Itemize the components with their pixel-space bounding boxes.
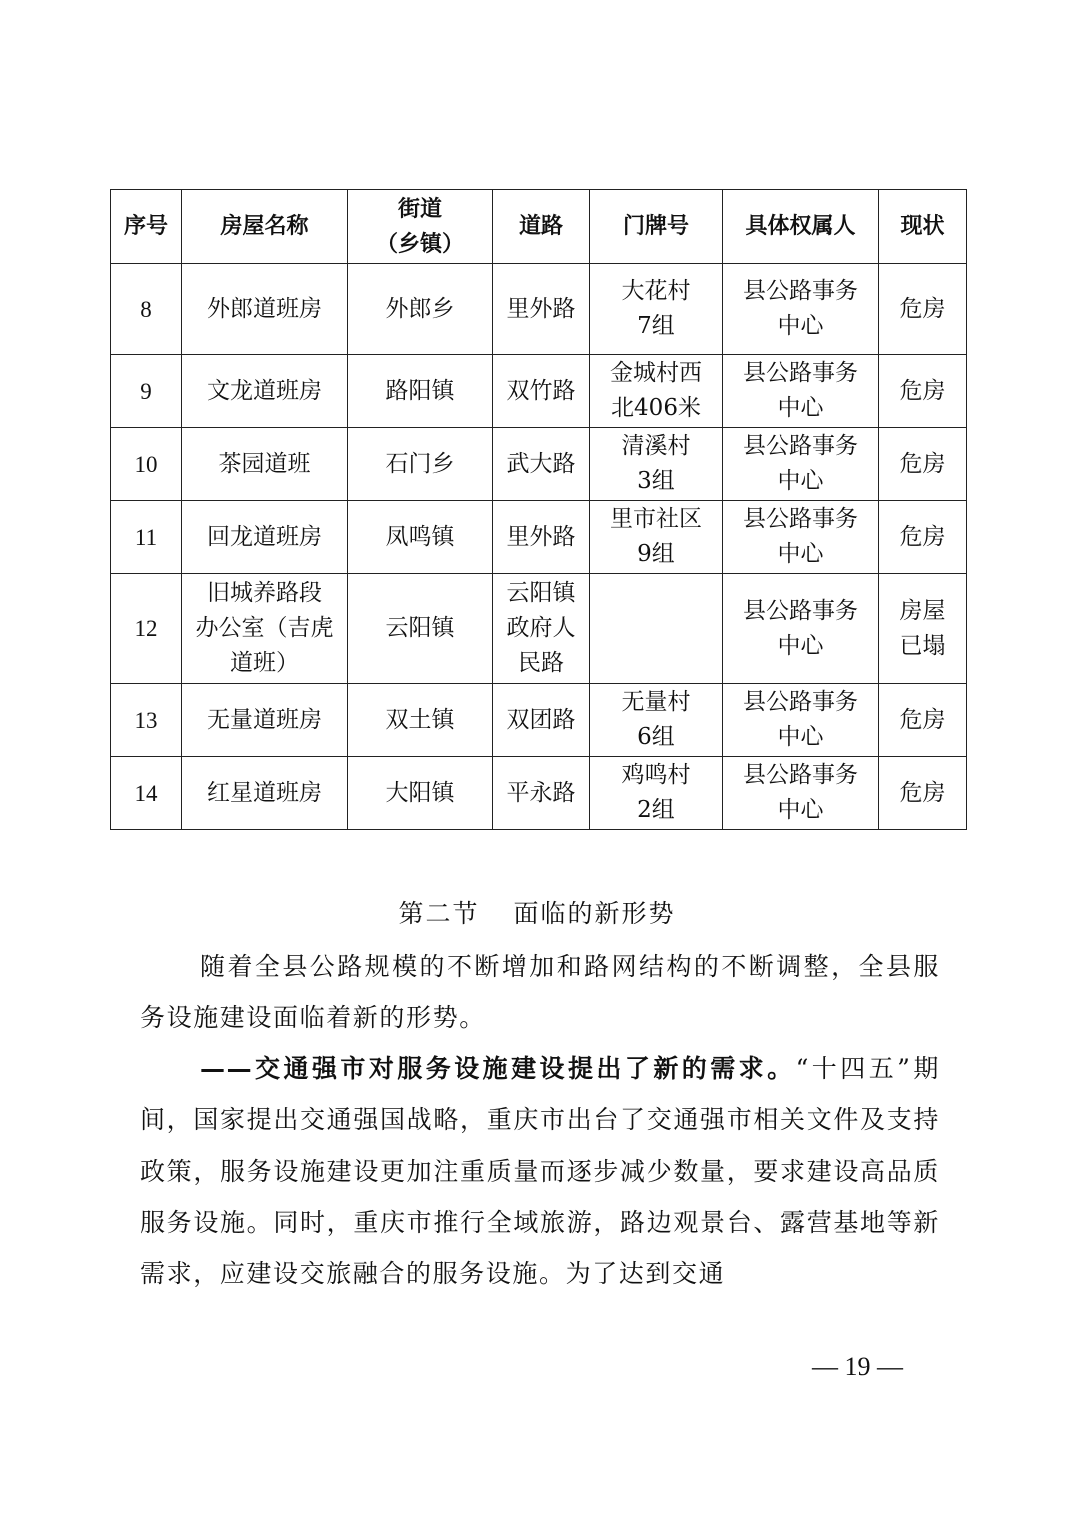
section-heading (0, 896, 1074, 932)
header-house-name (182, 190, 348, 264)
cell-text: 武大路 (506, 450, 576, 477)
cell-text: 里市社区 (610, 506, 702, 532)
cell-text: 文龙道班房 (207, 377, 322, 404)
table-row (111, 574, 967, 684)
cell-text: 中心 (777, 724, 824, 750)
paragraph-intro: 随着全县公路规模的不断增加和路网结构的不断调整，全县服务设施建设面临着新的形势。 (140, 952, 940, 1033)
cell-text: 9组 (637, 541, 675, 567)
cell-road (493, 757, 590, 830)
cell-doorplate (590, 264, 723, 355)
cell-text: 外郎道班房 (207, 295, 322, 322)
cell-text: 大花村 (621, 278, 691, 304)
header-status (879, 190, 967, 264)
section-title-text: 面临的新形势 (513, 899, 676, 928)
header-owner (723, 190, 879, 264)
cell-text: 危房 (899, 706, 946, 733)
house-table (110, 189, 967, 830)
cell-owner (723, 757, 879, 830)
cell-text: 已塌 (899, 632, 946, 659)
cell-text: 危房 (899, 523, 946, 550)
cell-text: 危房 (899, 295, 946, 322)
header-doorplate (590, 190, 723, 264)
cell-text: 云阳镇 (385, 615, 455, 641)
cell-text: 11 (134, 524, 158, 550)
cell-no (111, 684, 182, 757)
cell-town (348, 501, 493, 574)
cell-text: 县公路事务 (743, 762, 858, 788)
cell-status (879, 684, 967, 757)
table-row (111, 264, 967, 355)
cell-no (111, 264, 182, 355)
cell-owner (723, 684, 879, 757)
cell-no (111, 757, 182, 830)
cell-owner (723, 264, 879, 355)
cell-text: 平永路 (506, 779, 576, 806)
cell-text: 6组 (637, 724, 675, 750)
cell-town (348, 574, 493, 684)
cell-text: 13 (134, 707, 158, 733)
cell-text: 旧城养路段 (207, 580, 322, 606)
cell-text: 中心 (777, 313, 824, 339)
table-row (111, 355, 967, 428)
cell-doorplate (590, 684, 723, 757)
cell-owner (723, 355, 879, 428)
cell-house-name (182, 501, 348, 574)
cell-text: 中心 (777, 632, 824, 659)
cell-house-name (182, 428, 348, 501)
cell-text: 10 (134, 451, 158, 477)
header-line: 序号 (123, 214, 168, 239)
cell-text: 8 (140, 296, 152, 322)
cell-text: 县公路事务 (743, 360, 858, 386)
cell-text: 大阳镇 (385, 779, 455, 806)
cell-status (879, 264, 967, 355)
cell-status (879, 757, 967, 830)
cell-text: 7组 (637, 313, 675, 339)
header-line: 具体权属人 (745, 214, 856, 239)
cell-text: 县公路事务 (743, 433, 858, 459)
cell-text: 道班） (230, 650, 299, 676)
cell-road (493, 501, 590, 574)
cell-no (111, 574, 182, 684)
cell-text: 县公路事务 (743, 506, 858, 532)
header-line: 道路 (518, 214, 563, 239)
cell-text: 14 (134, 780, 158, 806)
cell-road (493, 428, 590, 501)
cell-text: 县公路事务 (743, 689, 858, 715)
cell-text: 中心 (777, 468, 824, 494)
cell-text: 茶园道班 (218, 450, 311, 477)
cell-text: 无量道班房 (207, 706, 322, 733)
cell-text: 云阳镇 (506, 580, 576, 606)
cell-text: 石门乡 (385, 450, 455, 477)
header-line: 房屋名称 (220, 214, 309, 239)
cell-owner (723, 574, 879, 684)
section-number: 第二节 (398, 899, 480, 928)
cell-text: 路阳镇 (385, 377, 455, 404)
cell-text: 3组 (637, 468, 675, 494)
header-no (111, 190, 182, 264)
page-number: — 19 — (812, 1352, 903, 1381)
cell-house-name (182, 757, 348, 830)
cell-text: 县公路事务 (743, 597, 858, 624)
cell-text: 鸡鸣村 (621, 762, 691, 788)
cell-text: 危房 (899, 779, 946, 806)
cell-doorplate (590, 428, 723, 501)
table-row (111, 684, 967, 757)
header-town (348, 190, 493, 264)
cell-text: 里外路 (506, 295, 576, 322)
header-line: 门牌号 (622, 214, 689, 239)
cell-status (879, 501, 967, 574)
cell-text: 政府人 (506, 615, 576, 641)
cell-text: 民路 (518, 650, 564, 676)
cell-text: 2组 (637, 797, 675, 823)
cell-text: 金城村西 (610, 360, 702, 386)
cell-doorplate (590, 355, 723, 428)
header-row (111, 190, 967, 264)
cell-text: 中心 (777, 797, 824, 823)
cell-road (493, 355, 590, 428)
cell-text: 12 (134, 616, 158, 641)
cell-house-name (182, 264, 348, 355)
cell-text: 9 (140, 378, 152, 404)
header-road (493, 190, 590, 264)
cell-text: 凤鸣镇 (385, 523, 455, 550)
cell-text: 办公室（吉虎 (195, 615, 334, 641)
paragraph-lead: ——交通强市对服务设施建设提出了新的需求。 (200, 1054, 796, 1083)
cell-text: 北406米 (611, 395, 701, 421)
cell-status (879, 428, 967, 501)
cell-text: 清溪村 (621, 433, 691, 459)
cell-text: 红星道班房 (207, 779, 322, 806)
cell-road (493, 684, 590, 757)
cell-doorplate (590, 757, 723, 830)
cell-text: 双团路 (506, 706, 576, 733)
cell-status (879, 355, 967, 428)
cell-text: 里外路 (506, 523, 576, 550)
header-line: 街道 (397, 196, 442, 222)
cell-text: 双竹路 (506, 377, 576, 404)
cell-road (493, 574, 590, 684)
cell-house-name (182, 355, 348, 428)
cell-house-name (182, 684, 348, 757)
table-header (111, 190, 967, 264)
cell-status (879, 574, 967, 684)
table-row (111, 757, 967, 830)
cell-doorplate (590, 574, 723, 684)
cell-text: 中心 (777, 541, 824, 567)
cell-text: 双土镇 (385, 706, 455, 733)
cell-town (348, 428, 493, 501)
cell-no (111, 428, 182, 501)
cell-text: 无量村 (621, 689, 691, 715)
paragraph-body: “十四五”期间，国家提出交通强国战略，重庆市出台了交通强市相关文件及支持政策，服务设施建设更加注重质量而逐步减少数量，要求建设高品质服务设施。同时，重庆市推行全域旅游，路边观景台、露营基地等新需求，应建设交旅融合的服务设施。为了达到交通 (140, 1054, 940, 1289)
cell-text: 房屋 (899, 597, 946, 624)
header-line: 现状 (900, 214, 945, 239)
table-row (111, 428, 967, 501)
header-line: （乡镇） (375, 231, 464, 257)
cell-town (348, 684, 493, 757)
cell-text: 外郎乡 (385, 295, 455, 322)
cell-no (111, 501, 182, 574)
cell-no (111, 355, 182, 428)
cell-town (348, 264, 493, 355)
cell-text: 县公路事务 (743, 278, 858, 304)
cell-doorplate (590, 501, 723, 574)
table-row (111, 501, 967, 574)
cell-house-name (182, 574, 348, 684)
cell-text: 危房 (899, 377, 946, 404)
cell-owner (723, 428, 879, 501)
cell-owner (723, 501, 879, 574)
table-body (111, 264, 967, 830)
cell-text: 中心 (777, 395, 824, 421)
cell-text: 危房 (899, 450, 946, 477)
cell-text: 回龙道班房 (207, 523, 322, 550)
cell-town (348, 757, 493, 830)
cell-road (493, 264, 590, 355)
cell-town (348, 355, 493, 428)
paragraph-demand (140, 1043, 940, 1299)
